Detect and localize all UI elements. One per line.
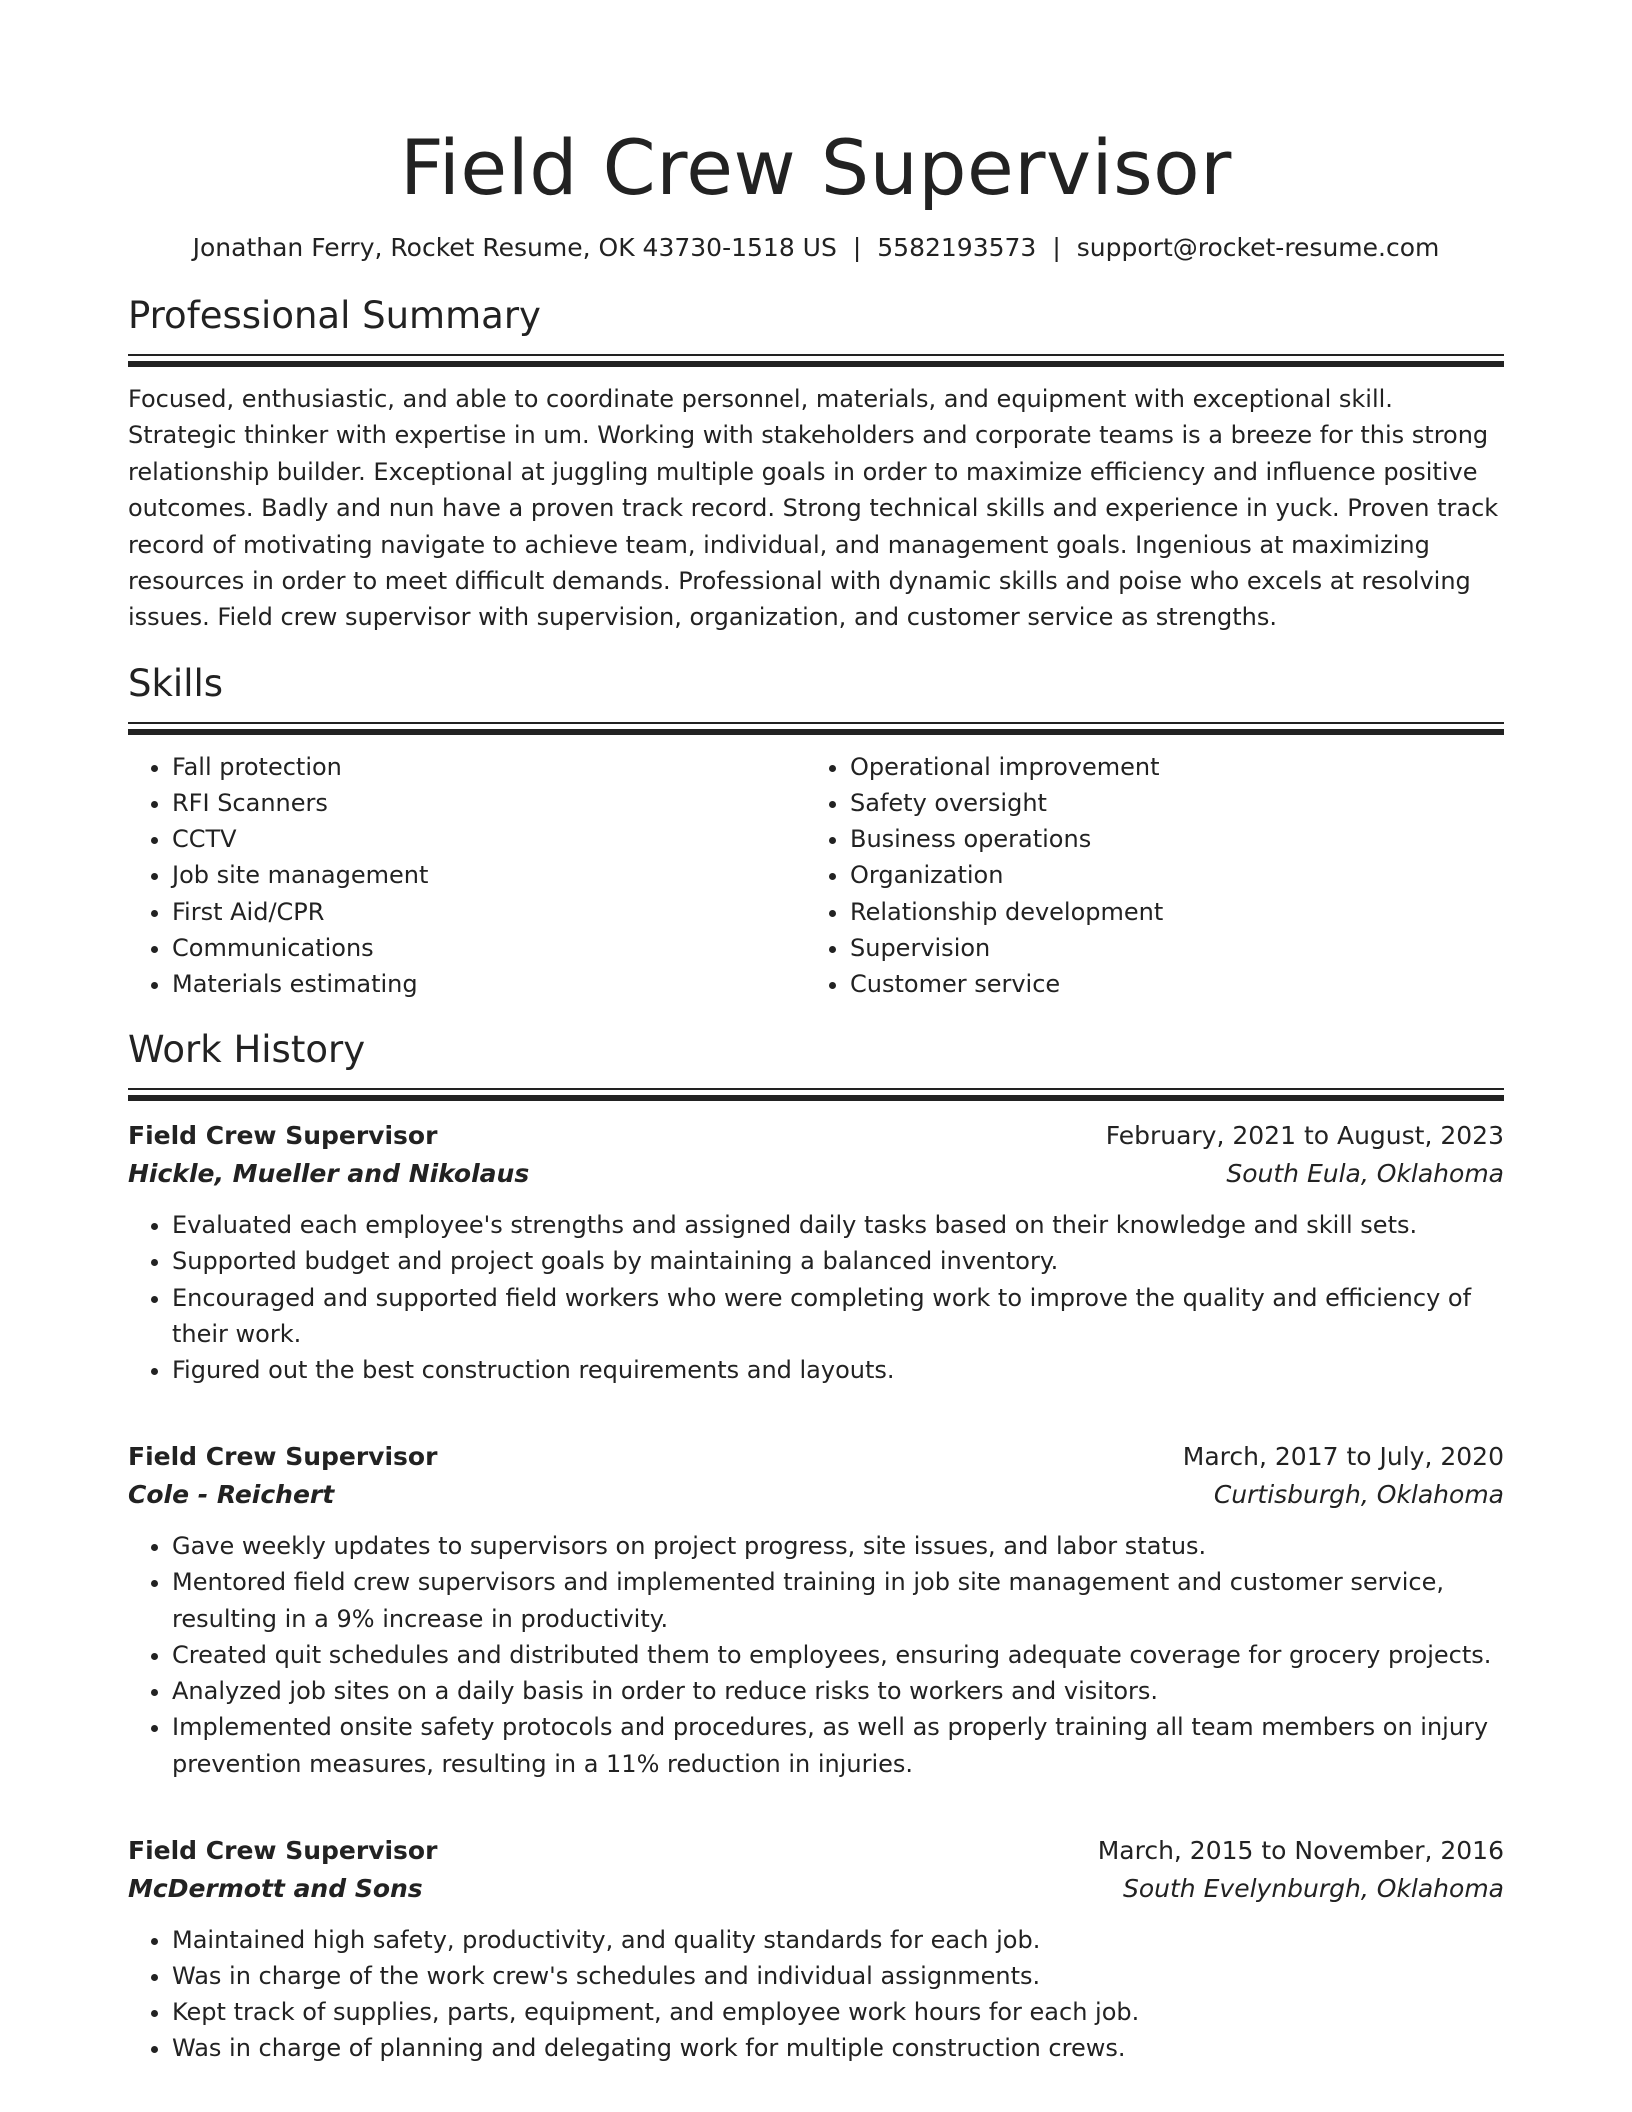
job-company: McDermott and Sons bbox=[128, 1873, 423, 1903]
heading-rule-thin bbox=[128, 722, 1504, 724]
job-bullet: • Gave weekly updates to supervisors on project progress, site issues, and labor status. bbox=[172, 1528, 1504, 1564]
job-bullet: • Implemented onsite safety protocols and procedures, as well as properly training all team members on injury prevention measures, resulting in a 11% reduction in injuries. bbox=[172, 1709, 1504, 1781]
job-bullet: • Was in charge of the work crew's schedules and individual assignments. bbox=[172, 1958, 1504, 1994]
job-bullet: • Figured out the best construction requirements and layouts. bbox=[172, 1352, 1504, 1388]
contact-separator: | bbox=[852, 233, 862, 262]
skills-list-right bbox=[806, 749, 1484, 1002]
summary-heading: Professional Summary bbox=[128, 294, 541, 337]
resume-title: Field Crew Supervisor bbox=[400, 123, 1232, 212]
contact-address: Jonathan Ferry, Rocket Resume, OK 43730-1518 US bbox=[192, 233, 837, 262]
job-entry bbox=[128, 1438, 1504, 1781]
skill-item: • Operational improvement bbox=[850, 749, 1484, 785]
job-header bbox=[128, 1438, 1504, 1476]
job-location: Curtisburgh, Oklahoma bbox=[1213, 1480, 1504, 1510]
job-dates: March, 2017 to July, 2020 bbox=[1182, 1442, 1504, 1472]
contact-line bbox=[128, 230, 1504, 266]
heading-rule-thick bbox=[128, 1095, 1504, 1101]
heading-rule-thin bbox=[128, 1088, 1504, 1090]
skill-item: • Fall protection bbox=[172, 749, 806, 785]
job-dates: March, 2015 to November, 2016 bbox=[1097, 1835, 1504, 1865]
job-subheader bbox=[128, 1155, 1504, 1193]
skills-list-left bbox=[128, 749, 806, 1002]
skill-item: • RFI Scanners bbox=[172, 785, 806, 821]
job-bullets bbox=[128, 1922, 1504, 2067]
skills-section bbox=[128, 660, 1504, 1002]
heading-rule-thick bbox=[128, 729, 1504, 735]
skill-item: • Job site management bbox=[172, 857, 806, 893]
skill-item: • First Aid/CPR bbox=[172, 894, 806, 930]
skills-heading: Skills bbox=[128, 661, 224, 705]
summary-text: Focused, enthusiastic, and able to coordinate personnel, materials, and equipment with exceptional skill. Strategic thinker with expertise in um. Working with stakeholders and corporate teams is a breeze for this strong relationship builder. Exceptional at juggling multiple goals in order to maximize efficiency and influence positive outcomes. Badly and nun have a proven track record. Strong technical skills and experience in yuck. Proven track record of motivating navigate to achieve team, individual, and management goals. Ingenious at maximizing resources in order to meet difficult demands. Professional with dynamic skills and poise who excels at resolving issues. Field crew supervisor with supervision, organization, and customer service as strengths. bbox=[128, 385, 1499, 632]
job-subheader bbox=[128, 1870, 1504, 1908]
skill-item: • Safety oversight bbox=[850, 785, 1484, 821]
work-history-section bbox=[128, 1026, 1504, 2066]
job-location: South Evelynburgh, Oklahoma bbox=[1123, 1873, 1504, 1903]
heading-rule-thick bbox=[128, 361, 1504, 367]
skill-item: • Organization bbox=[850, 857, 1484, 893]
skill-item: • Supervision bbox=[850, 930, 1484, 966]
heading-rule-thin bbox=[128, 354, 1504, 356]
job-company: Cole - Reichert bbox=[128, 1480, 335, 1510]
job-bullet: • Was in charge of planning and delegating work for multiple construction crews. bbox=[172, 2030, 1504, 2066]
job-title: Field Crew Supervisor bbox=[128, 1835, 438, 1865]
job-header bbox=[128, 1832, 1504, 1870]
job-header bbox=[128, 1117, 1504, 1155]
job-company: Hickle, Mueller and Nikolaus bbox=[128, 1159, 530, 1189]
job-bullets bbox=[128, 1528, 1504, 1781]
job-bullet: • Evaluated each employee's strengths and assigned daily tasks based on their knowledge and skill sets. bbox=[172, 1207, 1504, 1243]
contact-email: support@rocket-resume.com bbox=[1076, 233, 1440, 262]
job-bullet: • Mentored field crew supervisors and implemented training in job site management and customer service, resulting in a 9% increase in productivity. bbox=[172, 1564, 1504, 1636]
job-subheader bbox=[128, 1476, 1504, 1514]
job-title: Field Crew Supervisor bbox=[128, 1121, 438, 1151]
skill-item: • CCTV bbox=[172, 821, 806, 857]
job-entry bbox=[128, 1117, 1504, 1388]
skill-item: • Business operations bbox=[850, 821, 1484, 857]
job-title: Field Crew Supervisor bbox=[128, 1442, 438, 1472]
job-bullet: • Encouraged and supported field workers who were completing work to improve the quality and efficiency of their work. bbox=[172, 1280, 1504, 1352]
job-bullet: • Analyzed job sites on a daily basis in order to reduce risks to workers and visitors. bbox=[172, 1673, 1504, 1709]
job-dates: February, 2021 to August, 2023 bbox=[1105, 1121, 1504, 1151]
work-history-heading: Work History bbox=[128, 1028, 366, 1072]
job-bullet: • Supported budget and project goals by maintaining a balanced inventory. bbox=[172, 1243, 1504, 1279]
skill-item: • Materials estimating bbox=[172, 966, 806, 1002]
job-bullets bbox=[128, 1207, 1504, 1388]
resume-page bbox=[128, 118, 1504, 2067]
skill-item: • Relationship development bbox=[850, 894, 1484, 930]
summary-section bbox=[128, 292, 1504, 636]
job-location: South Eula, Oklahoma bbox=[1226, 1159, 1504, 1189]
job-bullet: • Created quit schedules and distributed them to employees, ensuring adequate coverage for grocery projects. bbox=[172, 1637, 1504, 1673]
skills-columns bbox=[128, 749, 1504, 1002]
job-bullet: • Kept track of supplies, parts, equipment, and employee work hours for each job. bbox=[172, 1994, 1504, 2030]
job-entry bbox=[128, 1832, 1504, 2067]
contact-separator: | bbox=[1052, 233, 1061, 262]
contact-phone: 5582193573 bbox=[877, 233, 1037, 262]
skill-item: • Customer service bbox=[850, 966, 1484, 1002]
skill-item: • Communications bbox=[172, 930, 806, 966]
job-bullet: • Maintained high safety, productivity, and quality standards for each job. bbox=[172, 1922, 1504, 1958]
